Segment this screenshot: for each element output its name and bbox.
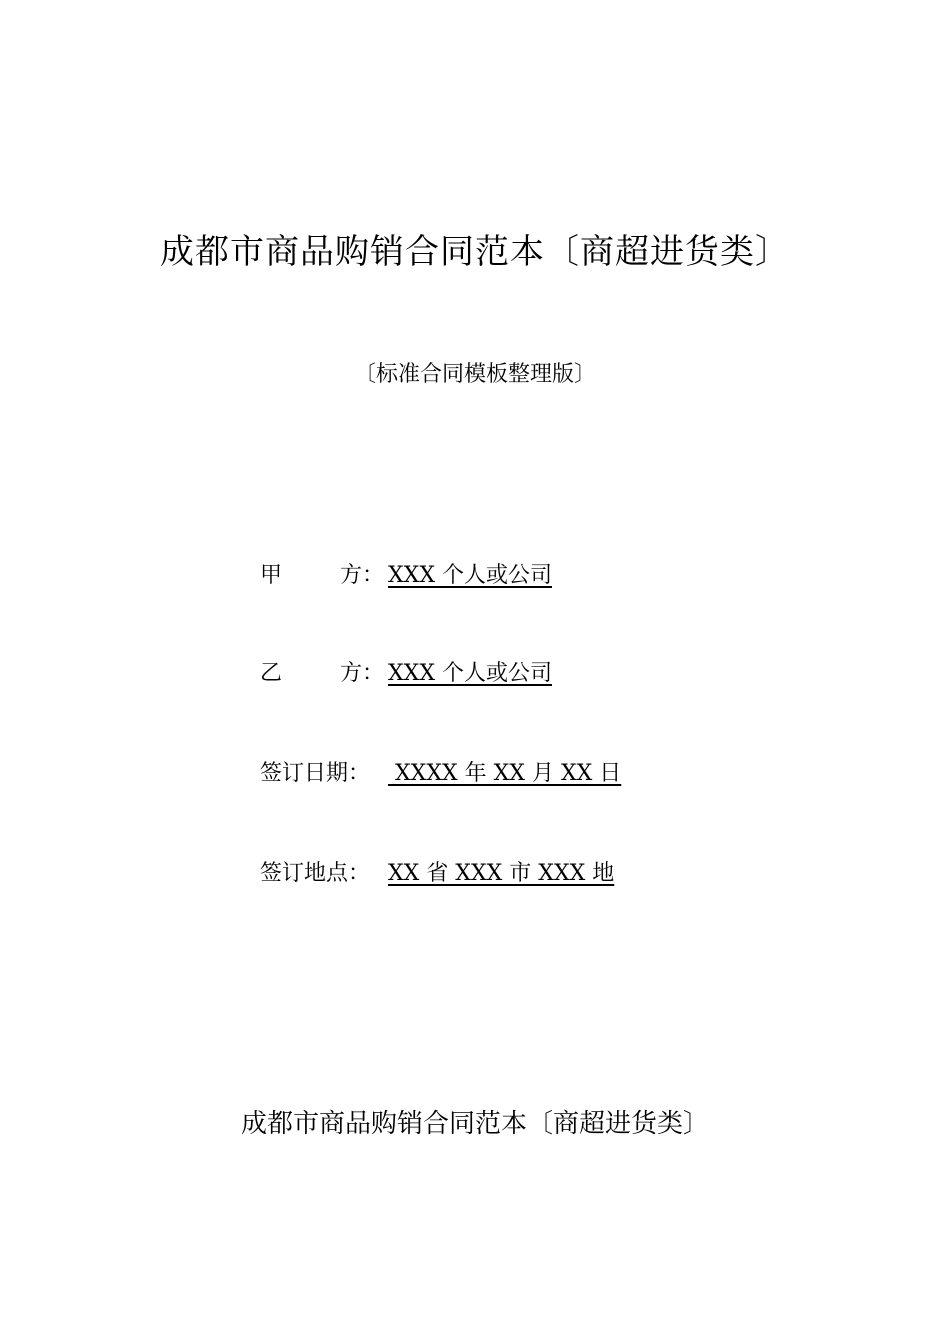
sign-place-field: [260, 856, 615, 892]
party-b-value: XXX 个人或公司: [388, 661, 552, 686]
party-b-label-char: 乙: [260, 661, 283, 686]
sign-date-label: 签订日期：: [260, 761, 371, 786]
page-title: 成都市商品购销合同范本〔商超进货类〕: [160, 232, 790, 272]
sign-place-label: 签订地点：: [260, 861, 371, 886]
sign-date-field: [260, 756, 636, 792]
party-b-label: [260, 656, 388, 692]
page-subtitle: 〔标准合同模板整理版〕: [353, 362, 596, 387]
footer-title: 成都市商品购销合同范本〔商超进货类〕: [240, 1109, 709, 1139]
party-b-field: [260, 656, 614, 692]
sign-place-value: XX 省 XXX 市 XXX 地: [388, 861, 615, 886]
party-a-label-char: 甲: [260, 563, 283, 588]
party-a-value: XXX 个人或公司: [388, 563, 552, 588]
party-a-label-suffix: 方：: [340, 563, 385, 588]
sign-date-value: XXXX 年 XX 月 XX 日: [388, 761, 622, 786]
party-b-label-suffix: 方：: [340, 661, 385, 686]
party-a-field: [260, 558, 614, 594]
party-a-label: [260, 558, 388, 594]
